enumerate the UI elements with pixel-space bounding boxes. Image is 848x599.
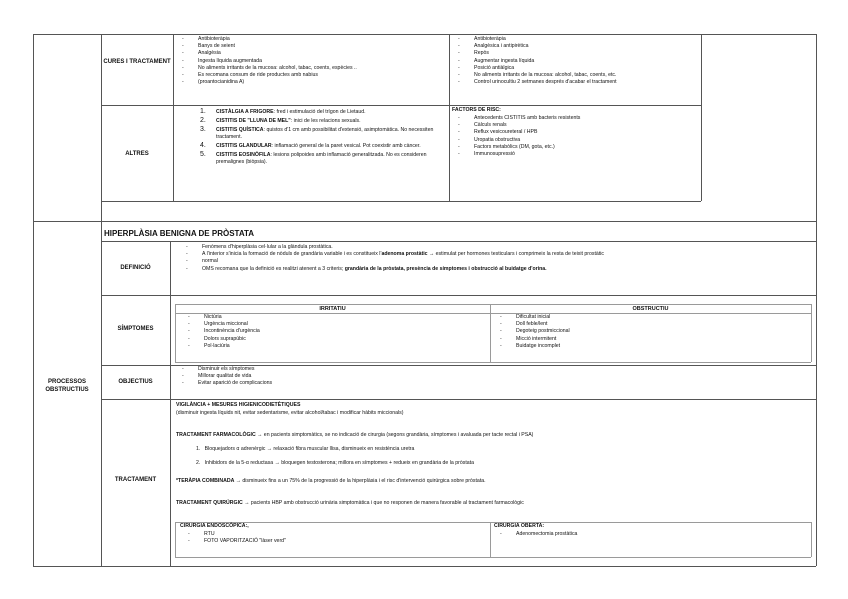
list-item: - Banys de seient [176,43,446,50]
list-item [176,79,446,86]
item-text: : lesions polipoides amb inflamació generalitzada. No es consideren premalignes (biòpsia). [216,152,427,165]
item-text: : inici de les relacions sexuals. [290,118,361,124]
definicio-content [180,244,812,273]
list-item: - Posició antiàlgica [452,65,700,72]
list-item: - Doll feble/lent [494,321,794,328]
cures-right-list [452,36,700,86]
definicio-label: DEFINICIÓ [120,265,151,271]
list-item [198,109,438,116]
item-number: 4. [200,142,206,149]
endoscopica-title: CIRURGIA ENDOSCÒPICA:, [180,523,249,529]
list-item: - Dolors suprapúbic [182,336,482,343]
list-item: - Buidatge incomplet [494,343,794,350]
vigilancia-title: VIGILÀNCIA + MESURES HIGIENICODIETÈTIQUES [176,402,301,408]
combinada-line [176,478,486,485]
text-bold: adenoma prostàtic [381,251,428,258]
item-title: CISTITIS GLANDULAR [216,143,272,149]
list-item [198,152,438,166]
text-bold: grandària de la pròstata, presència de símptomes i obstrucció al buidatge d'orina. [344,265,547,272]
text-run: OMS recomana que la definició es realitzi atenent a 3 criteris; [202,265,345,272]
altres-list [198,109,438,168]
text-run: Bloquejadors α adrenèrgic [204,446,266,452]
item-title: CISTITIS QUÍSTICA [216,127,264,133]
list-item: - Reflux vesicoureteral / HPB [452,129,700,136]
list-item: - Es recomana consum de ride productes amb nabius [176,72,446,79]
list-item: - RTU [182,531,482,538]
irritatiu-list [182,314,482,350]
list-item [198,127,438,141]
text-run: Inhibidors de la 5-α reductasa [204,460,274,466]
list-item: - Disminuir els símptomes [176,366,576,373]
farmacologic-text: → en pacients simptomàtics, se no indicació de cirurgia (segons grandària, símptomes i avaluada per tacte rectal i PSA) [255,432,534,438]
farmacologic-item-2: 2. Inhibidors de la 5-α reductasa → bloquegen testosterona; millora en símptomes + redueix en grandària de la pròstata [196,460,474,466]
list-item: - Uropatia obstructiva [452,137,700,144]
text-run: → relaxació fibra muscular llisa, disminueix en resistència uretra [265,446,415,452]
tractament-label: TRACTAMENT [114,477,157,483]
item-title: CISTITIS EOSINÒFILA [216,152,271,158]
list-item: - Nictúria [182,314,482,321]
irritatiu-header: IRRITATIU [319,306,346,312]
item-number: 3. [200,126,206,133]
farmacologic-title: TRACTAMENT FARMACOLÒGIC [176,432,256,438]
item-text: : fred i estimulació del trígon de Lietaud. [273,109,366,115]
oberta-title: CIRURGIA OBERTA: [494,523,545,529]
objectius-label: OBJECTIUS [118,379,153,385]
item-number: 5. [200,151,206,158]
list-item: - Analgèsia [176,50,446,57]
list-item [180,266,812,273]
list-item: - Factors metabòlics (DM, gota, etc.) [452,144,700,151]
list-item-continuation [180,258,812,265]
list-item [180,251,812,258]
list-item: - Immunosupressió [452,151,700,158]
item-title: CISTÀLGIA A FRIGORE [216,109,274,115]
cures-label: CURES I TRACTAMENT [103,59,171,65]
list-item: - Augmentar ingesta líquida [452,58,700,65]
simptomes-label: SÍMPTOMES [117,326,154,332]
quirurgic-title: TRACTAMENT QUIRÚRGIC [176,500,243,506]
list-item: - Adenomectomia prostàtica [494,531,794,538]
obstructiu-header: OBSTRUCTIU [632,306,669,312]
endoscopica-list [182,531,482,545]
vigilancia-text: (disminuir ingesta líquids nit, evitar sedentarisme, evitar alcohol/tabac i modificar hàbits miccionals) [176,410,404,416]
list-item: - No aliments irritants de la mucosa: alcohol, tabac, coents, espècies .. [176,65,446,72]
list-item: - Urgència miccional [182,321,482,328]
list-item: - Dificultat inicial [494,314,794,321]
list-item: - Antecedents CISTITIS amb bacteris resistents [452,115,700,122]
list-item [198,118,438,125]
list-item: - Repòs [452,50,700,57]
page-title: HIPERPLÀSIA BENIGNA DE PRÒSTATA [104,229,255,238]
definicio-list [180,244,812,273]
farmacologic-line [176,432,533,439]
risk-title: FACTORS DE RISC: [452,107,501,113]
list-item: - Control urinocultiu 2 setmanes després d'acabar el tractament [452,79,700,86]
combinada-text: → disminueix fins a un 75% de la progressió de la hiperplàsia i el risc d'intervenció quirúrgica sobre pròstata. [234,478,486,484]
list-item: - No aliments irritants de la mucosa: alcohol, tabac, coents, etc. [452,72,700,79]
list-item-continuation: (proantocianidina A) [198,79,245,86]
text-run: normal [202,258,218,265]
altres-label: ALTRES [125,151,149,157]
list-item: - Evitar aparició de complicacions [176,380,576,387]
list-item: - Millorar qualitat de vida [176,373,576,380]
list-item: - Càlculs renals [452,122,700,129]
item-text: : quistos d'1 cm amb possibilitat d'extensió, asimptomàtica. No necessiten tractament. [216,127,434,140]
list-item: - Antibioteràpia [452,36,700,43]
text-run: A l'interior s'inicia la formació de nòduls de grandària variable i es constitueix l' [202,251,382,258]
list-item [198,143,438,150]
list-item: - Analgèsica i antipirètica [452,43,700,50]
list-item: - Degoteig postmiccional [494,328,794,335]
list-item: - FOTO VAPORITZACIÓ "làser verd" [182,538,482,545]
list-item: - Pol·laciúria [182,343,482,350]
list-item: - Incontinència d'urgència [182,328,482,335]
list-item: - Micció intermitent [494,336,794,343]
combinada-title: *TERÀPIA COMBINADA [176,478,235,484]
item-number: 1. [200,108,206,115]
item-text: : inflamació general de la paret vesical. Pot coexistir amb càncer. [271,143,421,149]
item-title: CISTITIS DE "LLUNA DE MEL" [216,118,291,124]
quirurgic-text: → pacients HBP amb obstrucció urinària simptomàtica i que no responen de manera favorable al tractament farmacològic [242,500,524,506]
list-item: - Antibioteràpia [176,36,446,43]
section-label: PROCESSOS OBSTRUCTIUS [45,379,89,393]
obstructiu-list [494,314,794,350]
cures-left-list [176,36,446,86]
quirurgic-line [176,500,524,507]
objectius-list [176,366,576,388]
list-item: - Fenòmens d'hiperplàsia cel·lular a la glàndula prostàtica. [180,244,812,251]
oberta-list [494,531,794,538]
list-item: - Ingesta líquida augmentada [176,58,446,65]
text-run: → estimulat per hormones testiculars i comprimeix la resta de teixit prostàtic [427,251,605,258]
farmacologic-item-1: 1. Bloquejadors α adrenèrgic → relaxació fibra muscular llisa, disminueix en resistència uretra [196,446,415,452]
item-number: 2. [200,117,206,124]
text-run: → bloquegen testosterona; millora en símptomes + redueix en grandària de la pròstata [273,460,474,466]
risk-list [452,115,700,158]
